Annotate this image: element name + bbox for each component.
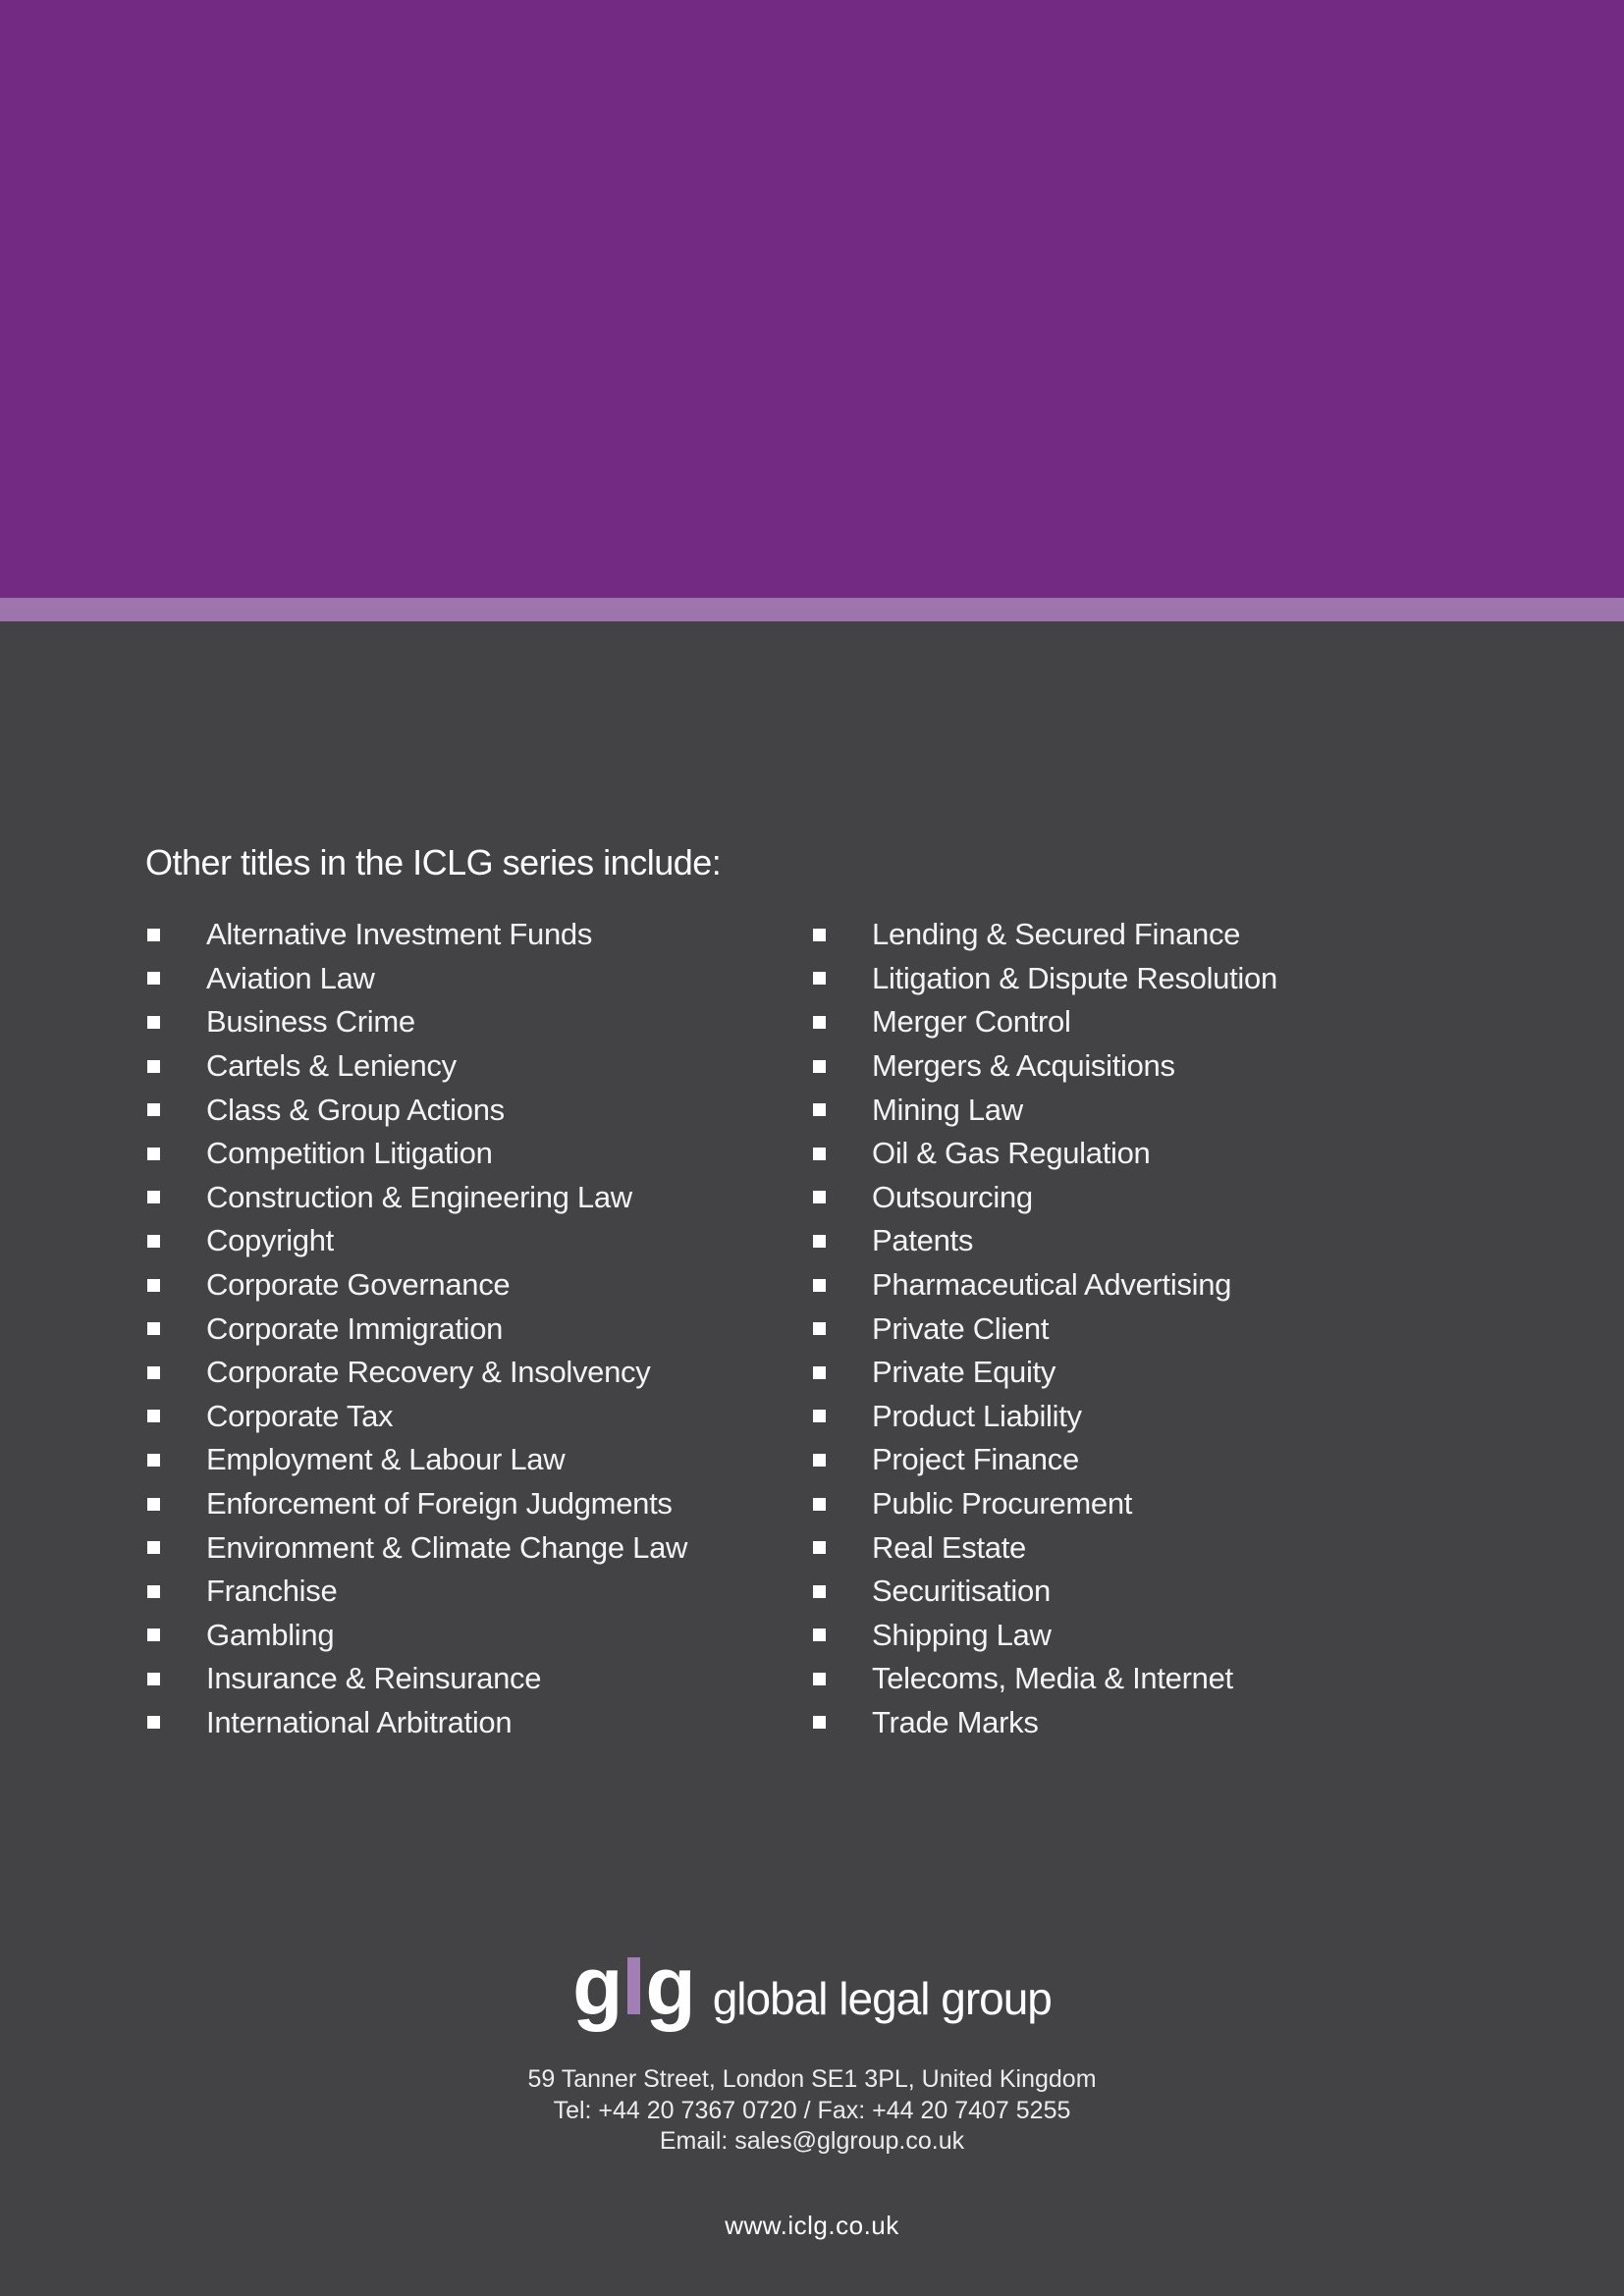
bullet-square-icon	[813, 1060, 826, 1073]
title-label: Real Estate	[872, 1529, 1026, 1565]
list-item	[147, 1614, 687, 1658]
contact-email: Email: sales@glgroup.co.uk	[659, 2127, 965, 2155]
title-label: Business Crime	[206, 1004, 415, 1040]
bullet-square-icon	[147, 1148, 160, 1160]
list-item	[147, 1263, 687, 1308]
series-heading: Other titles in the ICLG series include:	[145, 842, 722, 882]
list-item	[813, 1701, 1277, 1745]
title-label: Corporate Immigration	[206, 1310, 504, 1346]
title-label: Mergers & Acquisitions	[872, 1048, 1175, 1084]
bullet-square-icon	[813, 1235, 826, 1248]
title-label: Franchise	[206, 1574, 338, 1609]
bullet-square-icon	[147, 1498, 160, 1511]
title-label: Mining Law	[872, 1092, 1023, 1127]
list-item	[813, 1000, 1277, 1044]
list-item	[147, 957, 687, 1001]
bullet-square-icon	[813, 1366, 826, 1379]
list-item	[813, 1614, 1277, 1658]
bullet-square-icon	[147, 1279, 160, 1292]
list-item	[813, 957, 1277, 1001]
bullet-square-icon	[147, 1673, 160, 1685]
title-label: Shipping Law	[872, 1617, 1052, 1652]
bullet-square-icon	[813, 1629, 826, 1641]
bullet-square-icon	[147, 1191, 160, 1203]
title-label: Gambling	[206, 1617, 335, 1652]
list-item	[813, 1044, 1277, 1089]
contact-address: 59 Tanner Street, London SE1 3PL, United Kingdom	[527, 2065, 1097, 2093]
divider-band	[0, 598, 1624, 621]
bullet-square-icon	[147, 1585, 160, 1598]
bullet-square-icon	[147, 1366, 160, 1379]
title-label: Environment & Climate Change Law	[206, 1529, 688, 1565]
list-item	[147, 1088, 687, 1132]
logo-letter-l-bar-icon	[627, 1957, 640, 2014]
list-item	[147, 1219, 687, 1263]
list-item	[813, 1263, 1277, 1308]
title-label: Enforcement of Foreign Judgments	[206, 1486, 673, 1522]
bullet-square-icon	[147, 1060, 160, 1073]
bullet-square-icon	[147, 1541, 160, 1554]
list-item	[813, 1088, 1277, 1132]
list-item	[147, 1132, 687, 1176]
list-item	[147, 1176, 687, 1220]
list-item	[147, 1351, 687, 1395]
title-label: Alternative Investment Funds	[206, 917, 593, 952]
title-label: Trade Marks	[872, 1704, 1039, 1739]
title-label: Construction & Engineering Law	[206, 1179, 632, 1214]
list-item	[147, 1438, 687, 1482]
title-label: Litigation & Dispute Resolution	[872, 960, 1277, 995]
bullet-square-icon	[147, 1454, 160, 1467]
list-item	[813, 1307, 1277, 1351]
bullet-square-icon	[813, 1191, 826, 1203]
list-item	[813, 1395, 1277, 1439]
bullet-square-icon	[147, 1322, 160, 1335]
list-item	[813, 1657, 1277, 1701]
title-label: Oil & Gas Regulation	[872, 1136, 1151, 1171]
titles-column-left	[147, 913, 687, 1744]
bullet-square-icon	[147, 1716, 160, 1729]
title-label: Patents	[872, 1223, 974, 1258]
bullet-square-icon	[813, 1410, 826, 1422]
title-label: Telecoms, Media & Internet	[872, 1661, 1233, 1696]
list-item	[813, 1176, 1277, 1220]
bullet-square-icon	[813, 1016, 826, 1029]
title-label: Corporate Tax	[206, 1398, 394, 1433]
list-item	[813, 1132, 1277, 1176]
bullet-square-icon	[813, 1279, 826, 1292]
list-item	[813, 1570, 1277, 1614]
list-item	[147, 913, 687, 957]
contact-block	[0, 2064, 1624, 2158]
title-label: Employment & Labour Law	[206, 1442, 566, 1477]
list-item	[813, 1351, 1277, 1395]
title-label: Securitisation	[872, 1574, 1051, 1609]
bullet-square-icon	[147, 972, 160, 985]
list-item	[147, 1657, 687, 1701]
glg-logo	[0, 1940, 1624, 2032]
bullet-square-icon	[813, 1498, 826, 1511]
list-item	[813, 913, 1277, 957]
title-label: Insurance & Reinsurance	[206, 1661, 542, 1696]
bullet-square-icon	[813, 1148, 826, 1160]
list-item	[147, 1482, 687, 1526]
bullet-square-icon	[147, 1410, 160, 1422]
bullet-square-icon	[813, 1585, 826, 1598]
bullet-square-icon	[813, 1454, 826, 1467]
title-label: Private Client	[872, 1310, 1050, 1346]
title-label: Class & Group Actions	[206, 1092, 505, 1127]
list-item	[147, 1570, 687, 1614]
bullet-square-icon	[813, 1322, 826, 1335]
list-item	[147, 1307, 687, 1351]
bullet-square-icon	[147, 929, 160, 941]
list-item	[147, 1395, 687, 1439]
bullet-square-icon	[147, 1103, 160, 1116]
bullet-square-icon	[147, 1629, 160, 1641]
contact-phone-fax: Tel: +44 20 7367 0720 / Fax: +44 20 7407 5255	[553, 2096, 1071, 2124]
list-item	[813, 1219, 1277, 1263]
title-label: Project Finance	[872, 1442, 1079, 1477]
title-label: Product Liability	[872, 1398, 1082, 1433]
title-label: Corporate Governance	[206, 1267, 511, 1303]
bullet-square-icon	[813, 1541, 826, 1554]
list-item	[147, 1701, 687, 1745]
title-label: International Arbitration	[206, 1704, 513, 1739]
title-label: Pharmaceutical Advertising	[872, 1267, 1232, 1303]
title-label: Lending & Secured Finance	[872, 917, 1241, 952]
bullet-square-icon	[813, 1103, 826, 1116]
list-item	[813, 1438, 1277, 1482]
bullet-square-icon	[813, 929, 826, 941]
title-label: Merger Control	[872, 1004, 1071, 1040]
website-url: www.iclg.co.uk	[725, 2211, 899, 2240]
title-label: Private Equity	[872, 1355, 1056, 1390]
title-label: Corporate Recovery & Insolvency	[206, 1355, 651, 1390]
list-item	[813, 1482, 1277, 1526]
title-label: Outsourcing	[872, 1179, 1033, 1214]
title-label: Copyright	[206, 1223, 334, 1258]
logo-letter-g-first: g	[572, 1940, 623, 2032]
bullet-square-icon	[147, 1016, 160, 1029]
bullet-square-icon	[813, 972, 826, 985]
title-label: Cartels & Leniency	[206, 1048, 457, 1084]
titles-column-right	[813, 913, 1277, 1744]
cover-top-panel	[0, 0, 1624, 598]
bullet-square-icon	[147, 1235, 160, 1248]
title-label: Aviation Law	[206, 960, 375, 995]
list-item	[147, 1000, 687, 1044]
bullet-square-icon	[813, 1716, 826, 1729]
logo-letter-g-second: g	[645, 1940, 696, 2032]
bullet-square-icon	[813, 1673, 826, 1685]
list-item	[147, 1044, 687, 1089]
list-item	[147, 1525, 687, 1570]
title-label: Public Procurement	[872, 1486, 1133, 1522]
title-label: Competition Litigation	[206, 1136, 493, 1171]
list-item	[813, 1525, 1277, 1570]
logo-wordmark: global legal group	[712, 1973, 1052, 2024]
